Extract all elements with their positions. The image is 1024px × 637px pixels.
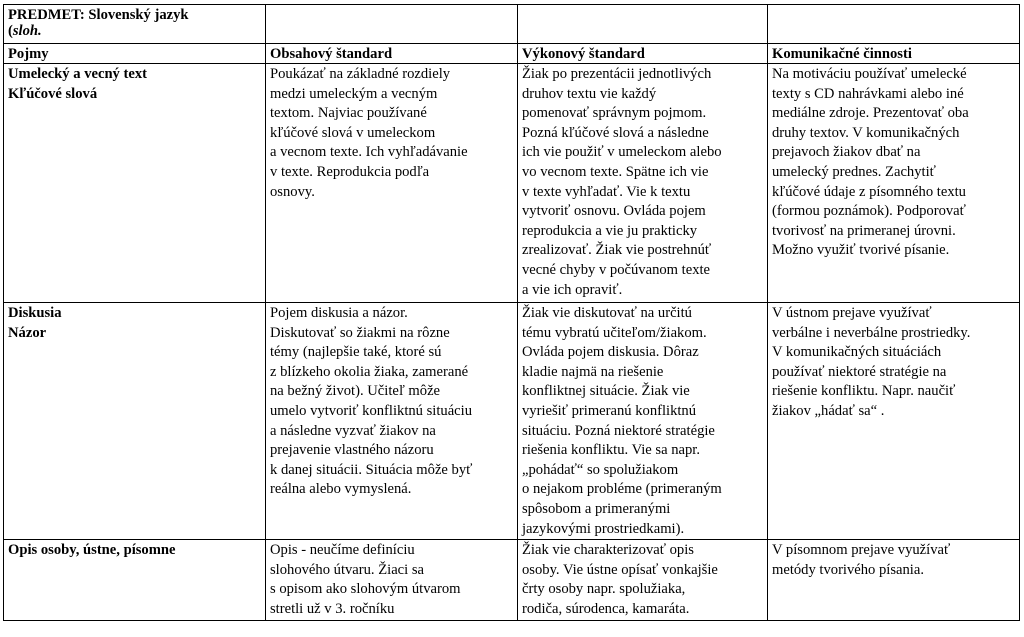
text-line: riešenie konfliktu. Napr. naučiť [772, 383, 956, 400]
text-line: zrealizovať. Žiak vie postrehnúť [522, 242, 712, 259]
content-standard-cell [266, 64, 518, 303]
text-line: Opis - neučíme definíciu [270, 542, 415, 559]
communication-activities-cell [768, 64, 1020, 303]
text-line: tému vybratú učiteľom/žiakom. [522, 324, 707, 341]
text-line: tvorivosť na primeranej úrovni. [772, 222, 956, 239]
text-line: riešenia konfliktu. Vie sa napr. [522, 442, 700, 459]
header-concepts: Pojmy [4, 44, 266, 64]
text-line: jazykovými prostriedkami). [522, 520, 685, 537]
text-line: textom. Najviac používané [270, 105, 427, 122]
text-line: (formou poznámok). Podporovať [772, 203, 966, 220]
text-line: vyriešiť primeranú konfliktnú [522, 402, 697, 419]
text-line: vytvoriť osnovu. Ovláda pojem [522, 203, 706, 220]
text-line: a následne vyzvať žiakov na [270, 422, 436, 439]
text-line: prejavoch žiakov dbať na [772, 144, 921, 161]
text-line: témy (najlepšie také, ktoré sú [270, 344, 442, 361]
document-page [3, 4, 1019, 621]
text-line: Kľúčové slová [8, 85, 98, 102]
text-line: žiakov „hádať sa“ . [772, 402, 885, 419]
text-line: V ústnom prejave využívať [772, 305, 932, 321]
text-line: ich vie použiť v umeleckom alebo [522, 144, 722, 161]
text-line: V písomnom prejave využívať [772, 542, 951, 559]
text-line: mediálne zdroje. Prezentovať oba [772, 105, 969, 122]
content-standard-cell [266, 540, 518, 620]
header-performance-standard: Výkonový štandard [518, 44, 768, 64]
content-standard-cell [266, 303, 518, 540]
text-line: metódy tvorivého písania. [772, 561, 924, 578]
concepts-cell [4, 540, 266, 620]
text-line: črty osoby napr. spolužiaka, [522, 581, 686, 598]
subject-subtitle: (sloh. [8, 23, 42, 39]
text-line: k danej situácii. Situácia môže byť [270, 461, 473, 478]
text-line: umelo vytvoriť konfliktnú situáciu [270, 402, 473, 419]
text-line: pomenovať správnym pojmom. [522, 105, 707, 122]
text-line: Žiak vie diskutovať na určitú [522, 305, 692, 321]
text-line: a vie ich opraviť. [522, 281, 623, 298]
subject-title: PREDMET: Slovenský jazyk [8, 7, 189, 23]
title-row [4, 5, 1020, 44]
header-row [4, 44, 1020, 64]
text-line: medzi umeleckým a vecným [270, 85, 438, 102]
text-line: umelecký prednes. Zachytiť [772, 163, 936, 180]
text-line: Žiak vie charakterizovať opis [522, 542, 694, 559]
text-line: spôsobom a primeranými [522, 500, 671, 517]
text-line: kladie najmä na riešenie [522, 363, 664, 380]
table-row [4, 303, 1020, 540]
text-line: verbálne i neverbálne prostriedky. [772, 324, 971, 341]
text-line: situáciu. Pozná niektoré stratégie [522, 422, 715, 439]
performance-standard-cell [518, 540, 768, 620]
text-line: slohového útvaru. Žiaci sa [270, 561, 425, 578]
text-line: stretli už v 3. ročníku [270, 600, 395, 617]
text-line: kľúčové údaje z písomného textu [772, 183, 966, 200]
text-line: Poukázať na základné rozdiely [270, 66, 451, 82]
text-line: používať niektoré stratégie na [772, 363, 947, 380]
performance-standard-cell [518, 303, 768, 540]
text-line: Pojem diskusia a názor. [270, 305, 408, 321]
text-line: vecné chyby v počúvanom texte [522, 261, 711, 278]
header-content-standard: Obsahový štandard [266, 44, 518, 64]
text-line: druhov textu vie každý [522, 85, 657, 102]
concepts-cell [4, 64, 266, 303]
text-line: reprodukcia a vie ju prakticky [522, 222, 698, 239]
concepts-cell [4, 303, 266, 540]
text-line: v texte vyhľadať. Vie k textu [522, 183, 691, 200]
curriculum-table [3, 4, 1020, 621]
empty-cell [768, 5, 1020, 44]
text-line: Umelecký a vecný text [8, 66, 147, 82]
empty-cell [266, 5, 518, 44]
text-line: reálna alebo vymyslená. [270, 481, 412, 498]
text-line: s opisom ako slohovým útvarom [270, 581, 461, 598]
text-line: prejavenie vlastného názoru [270, 442, 434, 459]
text-line: Možno využiť tvorivé písanie. [772, 242, 950, 259]
text-line: Žiak po prezentácii jednotlivých [522, 66, 712, 82]
text-line: Názor [8, 324, 47, 341]
table-row [4, 64, 1020, 303]
text-line: osoby. Vie ústne opísať vonkajšie [522, 561, 718, 578]
text-line: v texte. Reprodukcia podľa [270, 163, 430, 180]
text-line: Pozná kľúčové slová a následne [522, 124, 709, 141]
performance-standard-cell [518, 64, 768, 303]
text-line: Ovláda pojem diskusia. Dôraz [522, 344, 699, 361]
header-communication-activities: Komunikačné činnosti [768, 44, 1020, 64]
text-line: o nejakom probléme (primeraným [522, 481, 722, 498]
text-line: a vecnom texte. Ich vyhľadávanie [270, 144, 468, 161]
text-line: Diskutovať so žiakmi na rôzne [270, 324, 450, 341]
text-line: osnovy. [270, 183, 315, 200]
text-line: konfliktnej situácie. Žiak vie [522, 383, 690, 400]
subject-title-cell [4, 5, 266, 44]
text-line: na bežný život). Učiteľ môže [270, 383, 441, 400]
table-row [4, 540, 1020, 620]
text-line: V komunikačných situáciách [772, 344, 942, 361]
text-line: Diskusia [8, 305, 62, 321]
communication-activities-cell [768, 303, 1020, 540]
empty-cell [518, 5, 768, 44]
communication-activities-cell [768, 540, 1020, 620]
text-line: „pohádať“ so spolužiakom [522, 461, 679, 478]
text-line: rodiča, súrodenca, kamaráta. [522, 600, 690, 617]
text-line: Na motiváciu používať umelecké [772, 66, 967, 82]
text-line: Opis osoby, ústne, písomne [8, 542, 176, 559]
text-line: z blízkeho okolia žiaka, zamerané [270, 363, 469, 380]
text-line: vo vecnom texte. Spätne ich vie [522, 163, 709, 180]
text-line: kľúčové slová v umeleckom [270, 124, 436, 141]
text-line: texty s CD nahrávkami alebo iné [772, 85, 964, 102]
text-line: druhy textov. V komunikačných [772, 124, 960, 141]
